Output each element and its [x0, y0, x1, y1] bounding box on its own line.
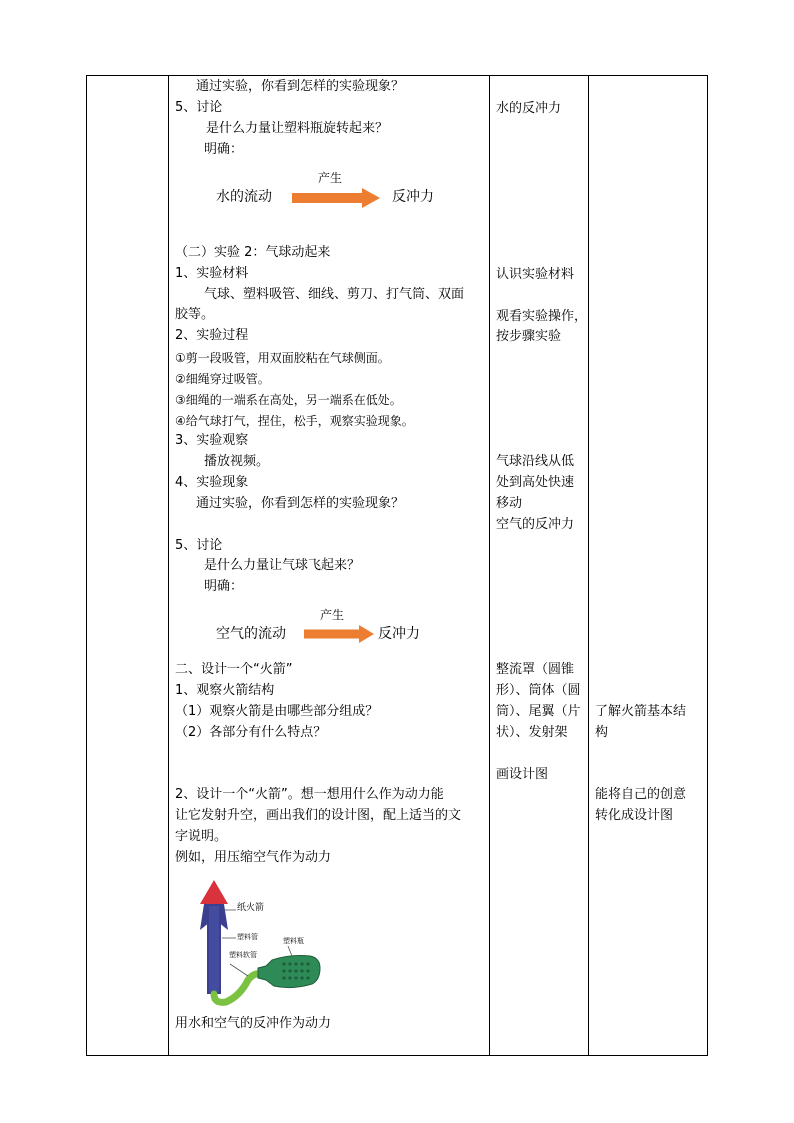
text-line: 明确：: [204, 142, 244, 157]
table-border-col1: [168, 75, 169, 1056]
student-activity: 处到高处快速: [496, 475, 575, 490]
table-border-col2: [489, 75, 490, 1056]
section-heading: 1、观察火箭结构: [175, 683, 275, 698]
figure-label-plastic-hose: 塑料软管: [229, 951, 257, 959]
text-line: （2）各部分有什么特点？: [175, 725, 327, 740]
section-heading: 5、讨论: [175, 100, 223, 115]
text-line: 胶等。: [175, 307, 215, 322]
figure-label-plastic-pipe: 塑料管: [237, 933, 258, 941]
text-line: （1）观察火箭是由哪些部分组成？: [175, 704, 379, 719]
orange-arrow-icon: [292, 188, 382, 208]
step-line: ③细绳的一端系在高处，另一端系在低处。: [175, 393, 402, 407]
section-heading: （二）实验 2：气球动起来: [175, 245, 331, 260]
section-heading: 5、讨论: [175, 538, 223, 553]
text-line: 是什么力量让塑料瓶旋转起来？: [206, 121, 389, 136]
diagram-arrow-label: 产生: [320, 608, 345, 622]
student-activity: 移动: [496, 496, 523, 511]
student-activity: 整流罩（圆锥: [496, 662, 575, 677]
text-line: 通过实验，你看到怎样的实验现象？: [196, 79, 405, 94]
text-line: 气球、塑料吸管、细线、剪刀、打气筒、双面: [204, 287, 465, 302]
text-line: 明确：: [204, 579, 244, 594]
diagram-right-label: 反冲力: [392, 189, 434, 205]
student-activity: 认识实验材料: [496, 267, 575, 282]
student-activity: 观看实验操作，: [496, 309, 588, 324]
step-line: ④给气球打气，捏住，松手，观察实验现象。: [175, 414, 414, 428]
text-line: 例如，用压缩空气作为动力: [175, 850, 332, 865]
text-line: 让它发射升空，画出我们的设计图，配上适当的文: [175, 808, 462, 823]
table-border-right: [707, 75, 708, 1056]
design-intent: 构: [595, 725, 609, 740]
student-activity: 空气的反冲力: [496, 517, 575, 532]
text-line: 字说明。: [175, 829, 228, 844]
step-line: ①剪一段吸管，用双面胶粘在气球侧面。: [175, 351, 390, 365]
step-line: ②细绳穿过吸管。: [175, 372, 270, 386]
student-activity: 水的反冲力: [496, 101, 562, 116]
rocket-design-figure: [192, 876, 332, 1008]
section-heading: 4、实验现象: [175, 475, 249, 490]
diagram-left-label: 水的流动: [216, 189, 272, 205]
text-line: 2、设计一个“火箭”。想一想用什么作为动力能: [175, 787, 444, 802]
diagram-left-label: 空气的流动: [216, 626, 286, 642]
figure-caption: 用水和空气的反冲作为动力: [175, 1016, 332, 1031]
table-border-left: [86, 75, 87, 1056]
table-border-col3: [588, 75, 589, 1056]
table-bottom-border: [86, 1055, 708, 1056]
design-intent: 了解火箭基本结: [595, 704, 687, 719]
text-line: 播放视频。: [204, 454, 270, 469]
section-heading: 二、设计一个“火箭”: [175, 662, 293, 677]
table-top-border: [86, 75, 708, 76]
figure-label-paper-rocket: 纸火箭: [237, 903, 265, 913]
text-line: 是什么力量让气球飞起来？: [204, 558, 361, 573]
student-activity: 形）、筒体（圆: [496, 683, 581, 698]
section-heading: 3、实验观察: [175, 433, 249, 448]
diagram-arrow-label: 产生: [318, 171, 343, 185]
design-intent: 能将自己的创意: [595, 787, 687, 802]
section-heading: 1、实验材料: [175, 266, 249, 281]
student-activity: 按步骤实验: [496, 329, 562, 344]
student-activity: 画设计图: [496, 767, 549, 782]
text-line: 通过实验，你看到怎样的实验现象？: [196, 496, 405, 511]
student-activity: 筒）、尾翼（片: [496, 704, 581, 719]
section-heading: 2、实验过程: [175, 328, 249, 343]
figure-label-plastic-bottle: 塑料瓶: [283, 937, 304, 945]
student-activity: 气球沿线从低: [496, 454, 575, 469]
diagram-right-label: 反冲力: [378, 626, 420, 642]
orange-arrow-icon: [304, 625, 376, 643]
design-intent: 转化成设计图: [595, 808, 674, 823]
student-activity: 状）、发射架: [496, 725, 568, 740]
